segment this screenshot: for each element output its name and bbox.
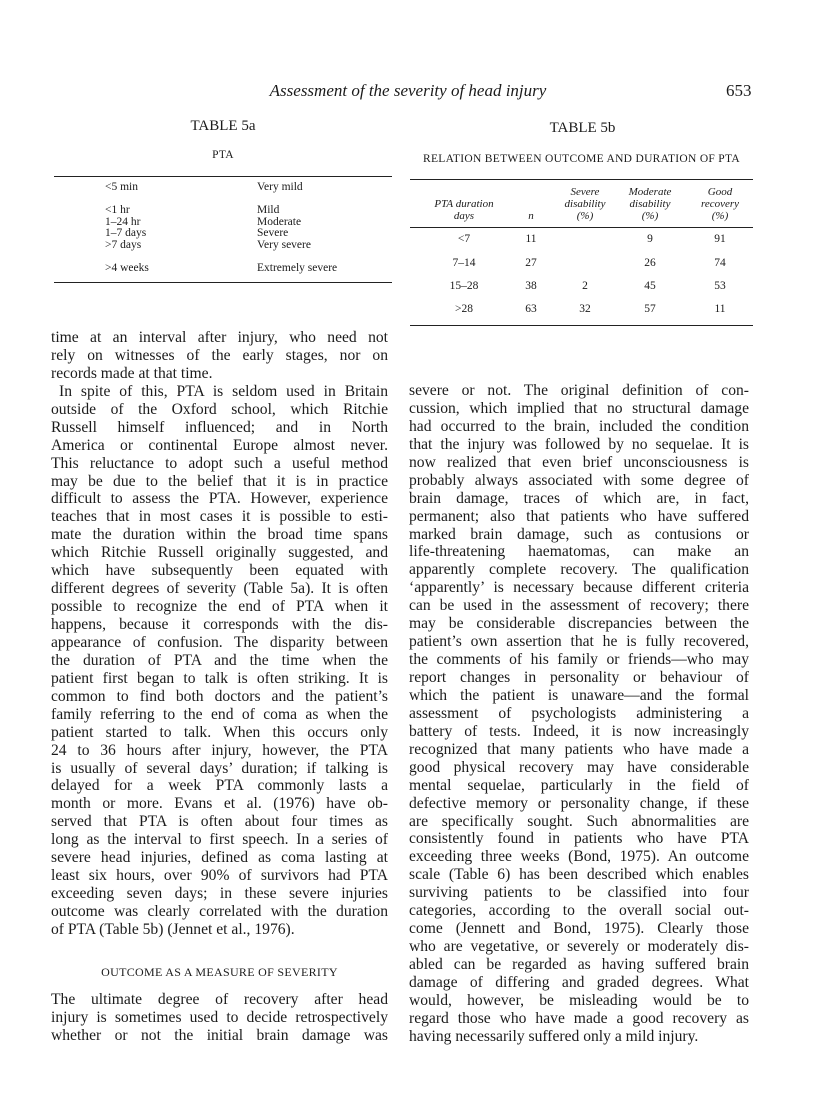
- duration-cell: >4 weeks: [105, 262, 149, 274]
- text-line: difficult to assess the PTA. However, experience: [51, 490, 388, 508]
- text-line: which the patient is unaware—and the formal: [409, 686, 749, 704]
- text-line: may be due to the belief that it is in practice: [51, 472, 388, 490]
- table-cell: 15–28: [449, 280, 479, 292]
- table-cell: 57: [644, 303, 656, 315]
- text-line: recognized that many patients who have made a: [409, 740, 749, 758]
- text-line: probably always associated with some degree of: [409, 471, 749, 489]
- text-line: month or more. Evans et al. (1976) have ob-: [51, 795, 388, 813]
- text-line: good physical recovery may have considerable: [409, 758, 749, 776]
- text-line: The ultimate degree of recovery after head: [51, 991, 388, 1008]
- text-line: abled can be regarded as having suffered brain: [409, 956, 749, 973]
- table-cell: 9: [647, 233, 653, 245]
- text-line: different degrees of severity (Table 5a). It is often: [51, 580, 388, 598]
- text-line: permanent; also that patients who have suffered: [409, 507, 749, 525]
- text-line: categories, according to the overall social out-: [409, 902, 749, 920]
- column-header: [528, 210, 534, 222]
- text-line: delayed for a week PTA commonly lasts a: [51, 777, 388, 795]
- table-cell: 63: [525, 303, 537, 315]
- duration-cell: >7 days: [105, 239, 142, 251]
- table-bottom-rule: [54, 282, 392, 283]
- column-header-line: recovery: [700, 198, 740, 210]
- table-cell: >28: [455, 303, 473, 315]
- text-line: severe head injuries, defined as coma lasting at: [51, 849, 388, 867]
- column-header: [565, 186, 606, 222]
- text-line: of PTA (Table 5b) (Jennet et al., 1976).: [51, 920, 295, 938]
- table-5a-caption: TABLE 5a: [190, 118, 256, 134]
- column-header-line: (%): [576, 210, 594, 222]
- duration-cell: <5 min: [105, 181, 139, 193]
- column-header-line: PTA duration: [434, 198, 494, 210]
- text-line: possible to recognize the end of PTA when it: [51, 598, 388, 616]
- text-line: In spite of this, PTA is seldom used in Britain: [59, 382, 388, 400]
- text-line: mental sequelae, particularly in the field of: [409, 776, 749, 794]
- section-paragraph: [51, 991, 388, 1045]
- text-line: This reluctance to adopt such a useful method: [51, 454, 388, 472]
- text-line: is usually of several days’ duration; if talking is: [51, 759, 388, 777]
- text-line: long as the interval to first speech. In a series of: [51, 831, 388, 849]
- text-line: now realized that even brief unconsciousness is: [409, 453, 749, 471]
- text-line: outside of the Oxford school, which Ritchie: [51, 400, 388, 418]
- column-header: [434, 198, 493, 222]
- text-line: surviving patients to be classified into four: [409, 884, 749, 902]
- duration-cell: <1 hr: [105, 204, 130, 216]
- severity-cell: Very severe: [257, 239, 311, 251]
- text-line: having necessarily suffered only a mild injury.: [409, 1027, 699, 1045]
- text-line: damage of differing and graded degrees. What: [409, 973, 749, 991]
- running-title: Assessment of the severity of head injury: [269, 81, 547, 100]
- text-line: teaches that in most cases it is possible to esti-: [51, 508, 388, 526]
- left-column: [51, 329, 388, 939]
- text-line: the comments of his family or friends—who may: [409, 651, 749, 669]
- column-header-line: disability: [564, 198, 606, 210]
- text-line: patient’s own assertion that he is fully recovered,: [409, 633, 749, 651]
- table-cell: 11: [714, 303, 726, 315]
- text-line: come (Jennett and Bond, 1975). Clearly those: [409, 920, 749, 938]
- text-line: exceeding three weeks (Bond, 1975). An outcome: [409, 848, 749, 866]
- text-line: common to find both doctors and the patient’s: [51, 687, 388, 705]
- text-line: cussion, which implied that no structural damage: [409, 399, 749, 417]
- severity-cell: Moderate: [257, 216, 302, 228]
- text-line: exceeding seven days; in these severe injuries: [51, 885, 388, 903]
- text-line: brain damage, traces of which are, in fact,: [409, 489, 749, 507]
- text-line: that the injury was followed by no sequelae. It is: [409, 435, 749, 453]
- text-line: patient first began to talk is often striking. It is: [51, 669, 388, 687]
- text-line: records made at that time.: [51, 364, 213, 382]
- table-5a-subtitle: PTA: [212, 149, 234, 161]
- column-header-line: disability: [629, 198, 671, 210]
- text-line: who are vegetative, or severely or moderately dis-: [409, 938, 749, 956]
- text-line: ‘apparently’ is necessary because different criteria: [409, 579, 749, 597]
- text-line: patient started to talk. When this occurs only: [51, 723, 388, 741]
- text-line: apparently complete recovery. The qualification: [409, 561, 749, 579]
- table-cell: 27: [525, 257, 537, 269]
- table-cell: 38: [525, 280, 537, 292]
- table-cell: 45: [644, 280, 656, 292]
- text-line: the duration of PTA and the time when the: [51, 651, 388, 669]
- text-line: injury is sometimes used to decide retrospectively: [51, 1008, 388, 1026]
- text-line: 24 to 36 hours after injury, however, the PTA: [51, 741, 388, 759]
- text-line: appearance of confusion. The disparity between: [51, 633, 388, 651]
- text-line: severe or not. The original definition of con-: [409, 382, 749, 399]
- text-line: are specifically sought. Such abnormalities are: [409, 812, 749, 830]
- text-line: may be considerable discrepancies between the: [409, 615, 749, 633]
- column-header: [629, 186, 672, 222]
- text-line: battery of tests. Indeed, it is now increasingly: [409, 722, 749, 740]
- page-number: 653: [726, 81, 752, 100]
- table-5b-caption: TABLE 5b: [549, 120, 616, 136]
- table-cell: 11: [525, 233, 537, 245]
- text-line: defective memory or personality change, if these: [409, 794, 749, 812]
- text-line: had occurred to the brain, included the condition: [409, 417, 749, 435]
- text-line: regard those who have made a good recovery as: [409, 1009, 749, 1027]
- text-line: time at an interval after injury, who need not: [51, 329, 388, 346]
- text-line: least six hours, over 90% of survivors had PTA: [51, 867, 388, 885]
- text-line: which have subsequently been equated with: [51, 562, 388, 580]
- duration-cell: 1–24 hr: [105, 216, 141, 228]
- text-line: would, however, be misleading would be to: [409, 991, 749, 1009]
- column-header-line: Moderate: [628, 186, 672, 198]
- text-line: consistently found in patients who have PTA: [409, 830, 749, 848]
- text-line: marked brain damage, such as contusions or: [409, 525, 749, 543]
- text-line: can be used in the assessment of recovery; there: [409, 597, 749, 615]
- severity-cell: Very mild: [257, 181, 303, 193]
- table-top-rule: [410, 179, 753, 180]
- column-header-line: n: [528, 210, 534, 222]
- table-top-rule: [54, 176, 392, 177]
- severity-cell: Mild: [257, 204, 280, 216]
- text-line: Russell himself influenced; and in North: [51, 418, 388, 436]
- text-line: served that PTA is often about four times as: [51, 813, 388, 831]
- column-header-line: (%): [641, 210, 659, 222]
- column-header: [701, 186, 739, 222]
- table-bottom-rule: [410, 325, 753, 326]
- text-line: whether or not the initial brain damage was: [51, 1026, 388, 1044]
- text-line: life-threatening haematomas, can make an: [409, 543, 749, 561]
- table-cell: 32: [579, 303, 591, 315]
- severity-cell: Severe: [257, 227, 289, 239]
- text-line: rely on witnesses of the early stages, nor on: [51, 346, 388, 364]
- table-cell: 7–14: [452, 257, 476, 269]
- column-header-line: days: [453, 210, 475, 222]
- table-cell: 26: [644, 257, 656, 269]
- column-header-line: Good: [707, 186, 733, 198]
- text-line: happens, because it corresponds with the dis-: [51, 616, 388, 633]
- text-line: report changes in personality or behaviour of: [409, 669, 749, 686]
- table-cell: <7: [457, 233, 471, 245]
- section-heading: OUTCOME AS A MEASURE OF SEVERITY: [101, 965, 338, 979]
- text-line: America or continental Europe almost never.: [51, 436, 388, 454]
- table-cell: 53: [714, 280, 726, 292]
- column-header-line: Severe: [570, 186, 600, 198]
- text-line: family referring to the end of coma as when the: [51, 705, 388, 723]
- right-column: [409, 382, 749, 1046]
- table-header-rule: [410, 227, 753, 228]
- table-5b-subtitle: RELATION BETWEEN OUTCOME AND DURATION OF PTA: [422, 153, 740, 165]
- text-line: outcome was clearly correlated with the duration: [51, 903, 388, 920]
- severity-cell: Extremely severe: [257, 262, 338, 274]
- text-line: which Ritchie Russell originally suggested, and: [51, 544, 388, 562]
- duration-cell: 1–7 days: [105, 227, 147, 239]
- table-cell: 91: [714, 233, 726, 245]
- text-line: scale (Table 6) has been described which enables: [409, 866, 749, 884]
- table-cell: 2: [582, 280, 588, 292]
- table-cell: 74: [714, 257, 726, 269]
- column-header-line: (%): [711, 210, 729, 222]
- text-line: assessment of psychologists administering a: [409, 704, 749, 722]
- text-line: mate the duration within the broad time spans: [51, 526, 388, 544]
